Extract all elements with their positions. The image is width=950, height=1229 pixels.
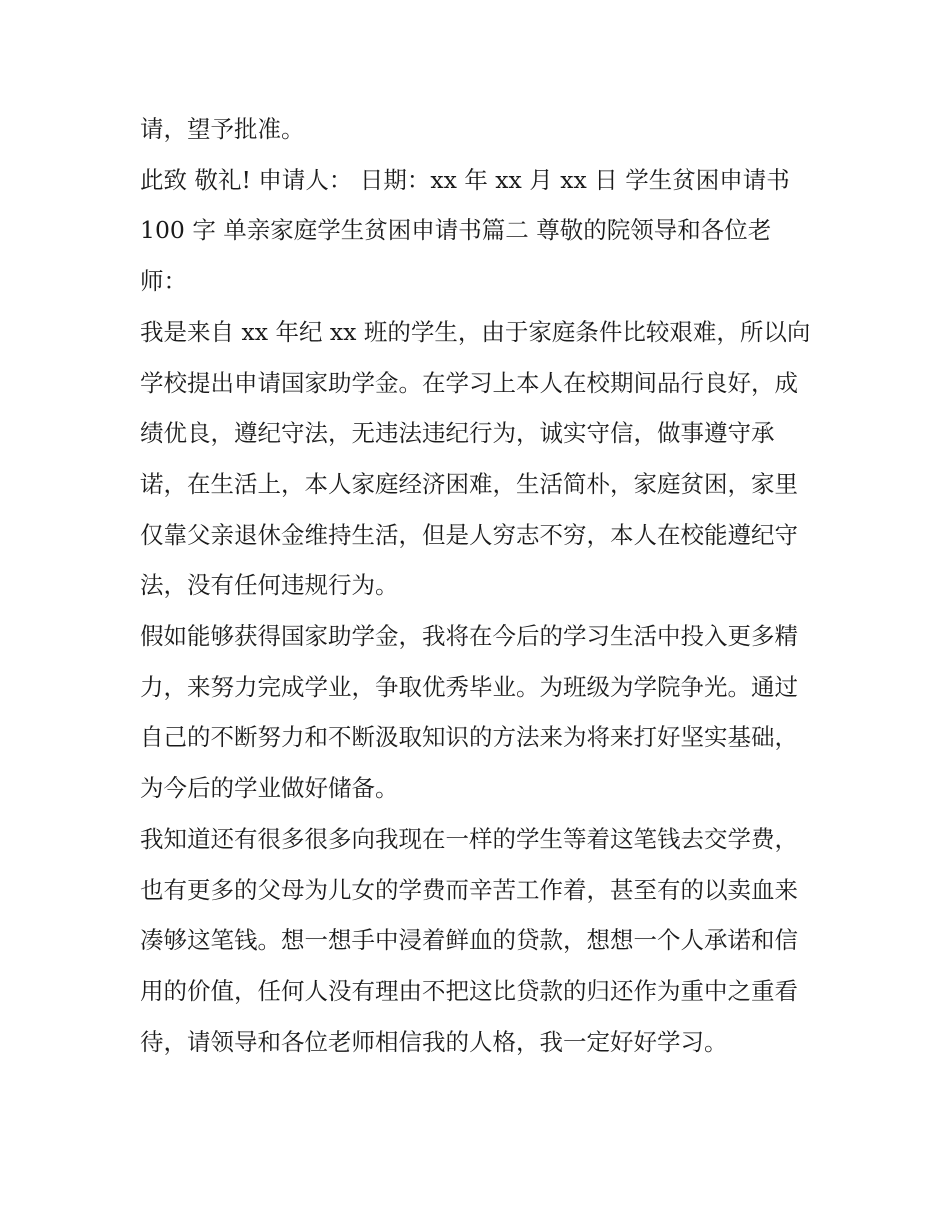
- paragraph-study-commitment: 假如能够获得国家助学金，我将在今后的学习生活中投入更多精力，来努力完成学业，争取优秀毕业。为班级为学院争光。通过自己的不断努力和不断汲取知识的方法来为将来打好坚实基础，为今后的学业做好储备。: [140, 622, 798, 803]
- document-body: [140, 104, 814, 1067]
- paragraph-approval-request: 请，望予批准。: [140, 115, 305, 143]
- paragraph-applicant-background: 我是来自 xx 年纪 xx 班的学生，由于家庭条件比较艰难，所以向学校提出申请国家助学金。在学习上本人在校期间品行良好，成绩优良，遵纪守法，无违法违纪行为，诚实守信，做事遵守承诺，在生活上，本人家庭经济困难，生活简朴，家庭贫困，家里仅靠父亲退休金维持生活，但是人穷志不穷，本人在校能遵纪守法，没有任何违规行为。: [140, 317, 811, 600]
- paragraph-closing-and-salutation: 此致 敬礼! 申请人： 日期：xx 年 xx 月 xx 日 学生贫困申请书 100 字 单亲家庭学生贫困申请书篇二 尊敬的院领导和各位老师：: [140, 165, 790, 296]
- paragraph-repayment-promise: 我知道还有很多很多向我现在一样的学生等着这笔钱去交学费，也有更多的父母为儿女的学费而辛苦工作着，甚至有的以卖血来凑够这笔钱。想一想手中浸着鲜血的贷款，想想一个人承诺和信用的价值，任何人没有理由不把这比贷款的归还作为重中之重看待，请领导和各位老师相信我的人格，我一定好好学习。: [140, 824, 798, 1056]
